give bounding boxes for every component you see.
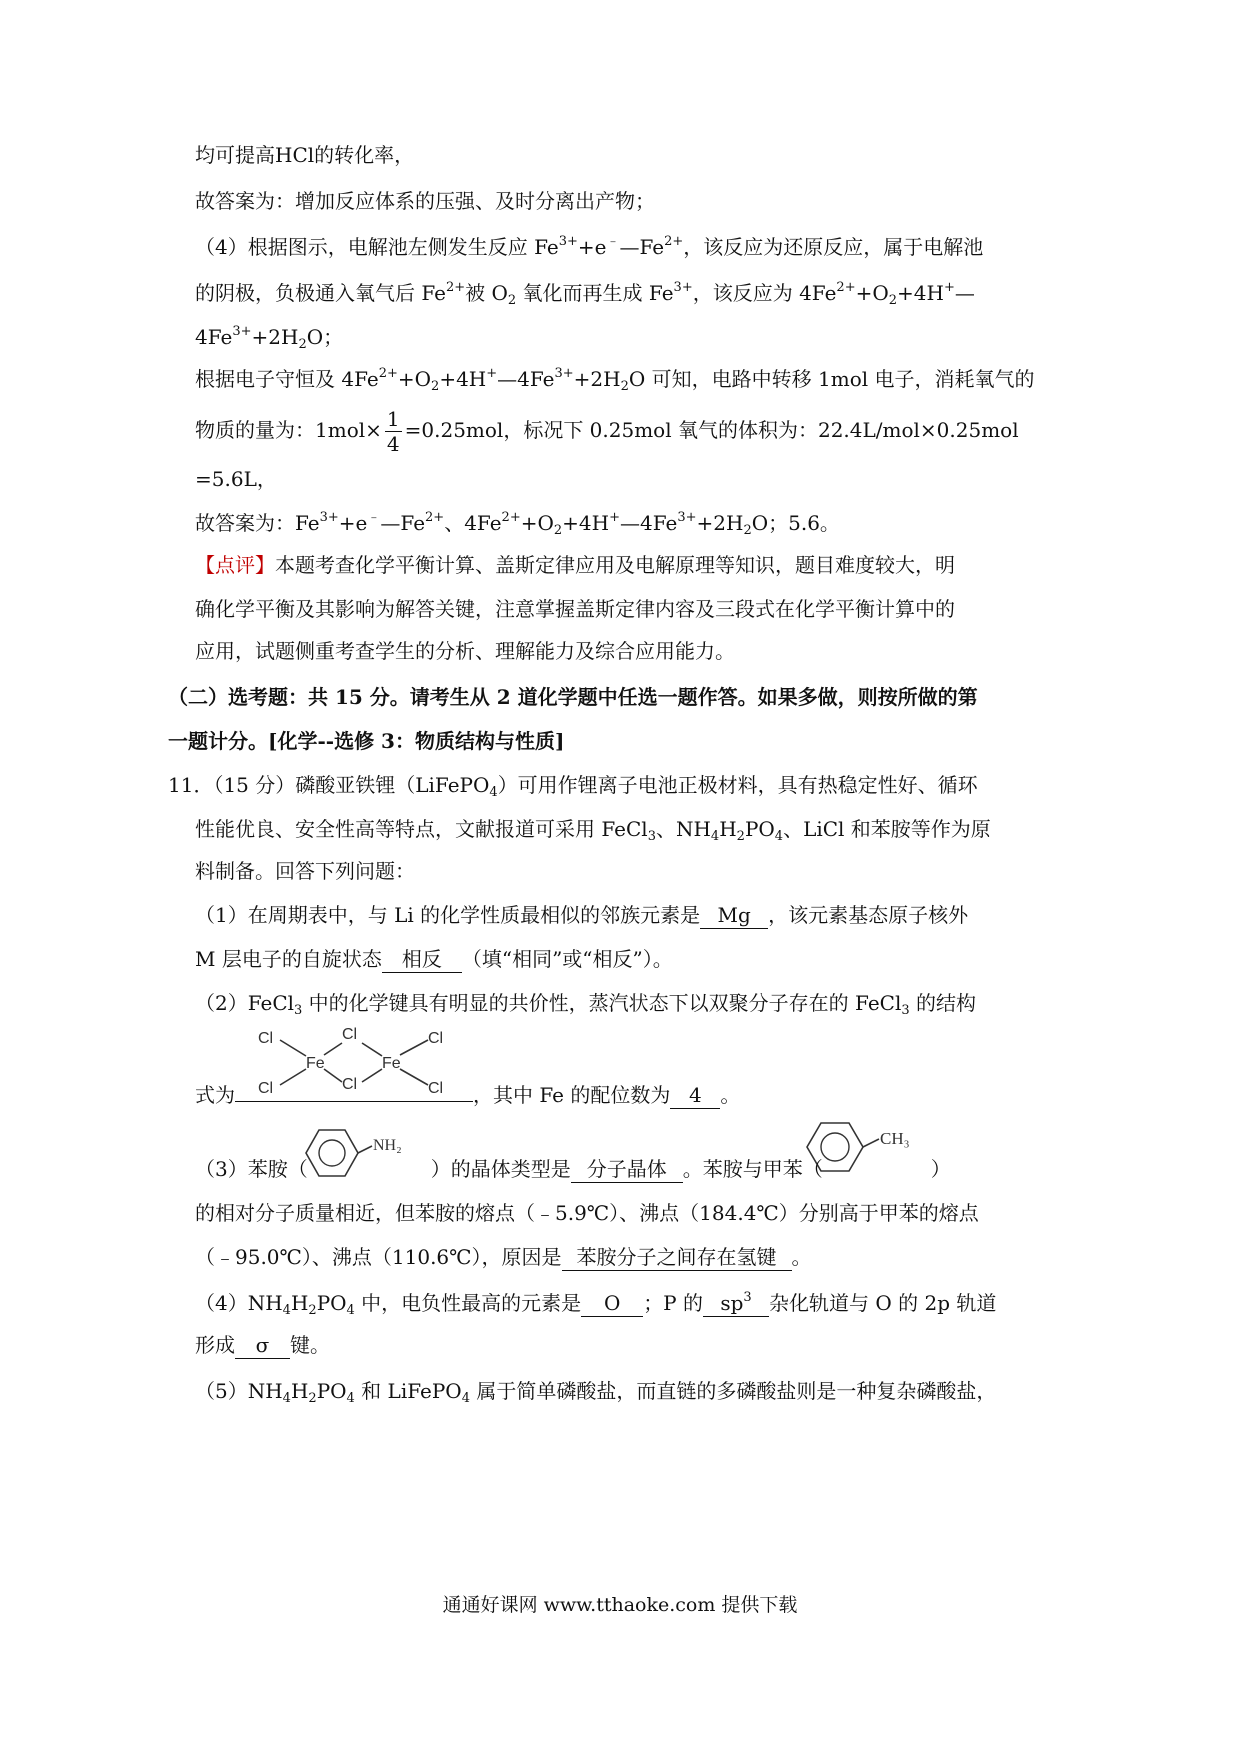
text-line: =5.6L， bbox=[195, 467, 277, 491]
page-footer: 通通好课网 www.tthaoke.com 提供下载 bbox=[442, 1594, 798, 1616]
text-line: 【点评】本题考查化学平衡计算、盖斯定律应用及电解原理等知识，题目难度较大，明 bbox=[195, 553, 955, 577]
text-line: 式为 ，其中 Fe 的配位数为 4 。 bbox=[195, 1083, 741, 1107]
text-line: （1）在周期表中，与 Li 的化学性质最相似的邻族元素是 Mg ，该元素基态原子核外 bbox=[195, 903, 969, 927]
text-line: 应用，试题侧重考查学生的分析、理解能力及综合应用能力。 bbox=[195, 639, 735, 663]
answer-blank: σ bbox=[235, 1332, 290, 1359]
text-line: $(5)NH_4H_2PO_4$ 和 LiFePO$_4$ 属于简单磷酸盐，而直链的多磷酸盐则是一种复杂磷酸盐， bbox=[195, 1379, 997, 1406]
text-line: 形成 σ 键。 bbox=[195, 1333, 330, 1357]
ch3-group: CH₃ bbox=[880, 1129, 910, 1148]
answer-blank: $sp^3$ bbox=[703, 1290, 769, 1317]
answer-blank: 4 bbox=[670, 1082, 720, 1109]
text-line: 的阴极，负极通入氧气后 $Fe^{2+}$被 $O_2$ 氧化而再生成 $Fe^{3+}$，该反应为 $4Fe^{2+}+O_2+4H^+—$ bbox=[195, 280, 975, 308]
text-line: （2）FeCl$_3$ 中的化学键具有明显的共价性，蒸汽状态下以双聚分子存在的 FeCl$_3$ 的结构 bbox=[195, 991, 977, 1018]
answer-blank: 相反 bbox=[382, 946, 462, 973]
text-line: 物质的量为：1mol× $\frac{1}{4}$ =0.25mol，标况下 0.25mol 氧气的体积为：22.4L/mol×0.25mol bbox=[195, 407, 1019, 456]
cl-atom: Cl bbox=[342, 1076, 358, 1093]
text-line: 根据电子守恒及 $4Fe^{2+}+O_2+4H^+—4Fe^{3+}+2H_2O$ 可知，电路中转移 1mol 电子，消耗氧气的 bbox=[195, 366, 1035, 394]
fe-atom: Fe bbox=[306, 1055, 325, 1072]
text-line: 料制备。回答下列问题： bbox=[195, 859, 415, 883]
answer-blank: 苯胺分子之间存在氢键 bbox=[562, 1244, 792, 1271]
answer-blank: 分子晶体 bbox=[571, 1156, 683, 1183]
answer-blank: Mg bbox=[700, 902, 768, 929]
fe-atom: Fe bbox=[382, 1055, 401, 1072]
text-line: $4Fe^{3+}+2H_2O$； bbox=[195, 324, 344, 352]
text-line: 性能优良、安全性高等特点，文献报道可采用 FeCl$_3$、$NH_4H_2PO_4$、LiCl 和苯胺等作为原 bbox=[195, 817, 991, 844]
comment-label: 【点评】 bbox=[195, 553, 275, 577]
text-line: 确化学平衡及其影响为解答关键，注意掌握盖斯定律内容及三段式在化学平衡计算中的 bbox=[195, 597, 955, 621]
text-line: 的相对分子质量相近，但苯胺的熔点（﹣5.9℃）、沸点（184.4℃）分别高于甲苯的熔点 bbox=[195, 1201, 979, 1225]
text-line: $(4)NH_4H_2PO_4$ 中，电负性最高的元素是 O ；P 的 $sp^3$ 杂化轨道与 O 的 2p 轨道 bbox=[195, 1290, 997, 1318]
text-line: 故答案为：增加反应体系的压强、及时分离出产物； bbox=[195, 189, 655, 213]
cl-atom: Cl bbox=[258, 1030, 274, 1047]
text-line: （3）苯胺（ ）的晶体类型是 分子晶体 。苯胺与甲苯（ ） bbox=[195, 1157, 951, 1181]
cl-atom: Cl bbox=[342, 1026, 358, 1043]
text-line: 均可提高HCl的转化率， bbox=[195, 143, 415, 167]
text-line: （﹣95.0℃）、沸点（110.6℃），原因是 苯胺分子之间存在氢键 。 bbox=[195, 1245, 812, 1269]
section-heading: （二）选考题：共 15 分。请考生从 2 道化学题中任选一题作答。如果多做，则按所做的第 bbox=[168, 685, 978, 709]
question-title: 11．（15 分）磷酸亚铁锂（LiFePO$_4$）可用作锂离子电池正极材料，具有热稳定性好、循环 bbox=[168, 773, 978, 800]
cl-atom: Cl bbox=[258, 1080, 274, 1097]
cl-atom: Cl bbox=[428, 1080, 444, 1097]
nh2-group: NH₂ bbox=[373, 1137, 402, 1154]
section-heading: 一题计分。[化学--选修 3：物质结构与性质] bbox=[168, 729, 565, 753]
text-line: 故答案为：$Fe^{3+}+e^﹣—Fe^{2+}$、$4Fe^{2+}+O_2+4H^+—4Fe^{3+}+2H_2O$；5.6。 bbox=[195, 510, 840, 538]
cl-atom: Cl bbox=[428, 1030, 444, 1047]
answer-blank-structure bbox=[235, 1101, 473, 1102]
text-line: M 层电子的自旋状态 相反 （填“相同”或“相反”）。 bbox=[195, 947, 673, 971]
answer-blank: O bbox=[581, 1290, 643, 1317]
fraction: $\frac{1}{4}$ bbox=[386, 407, 400, 456]
text-line: （4）根据图示，电解池左侧发生反应 $Fe^{3+}+e^﹣—Fe^{2+}$，该反应为还原反应，属于电解池 bbox=[195, 234, 984, 259]
